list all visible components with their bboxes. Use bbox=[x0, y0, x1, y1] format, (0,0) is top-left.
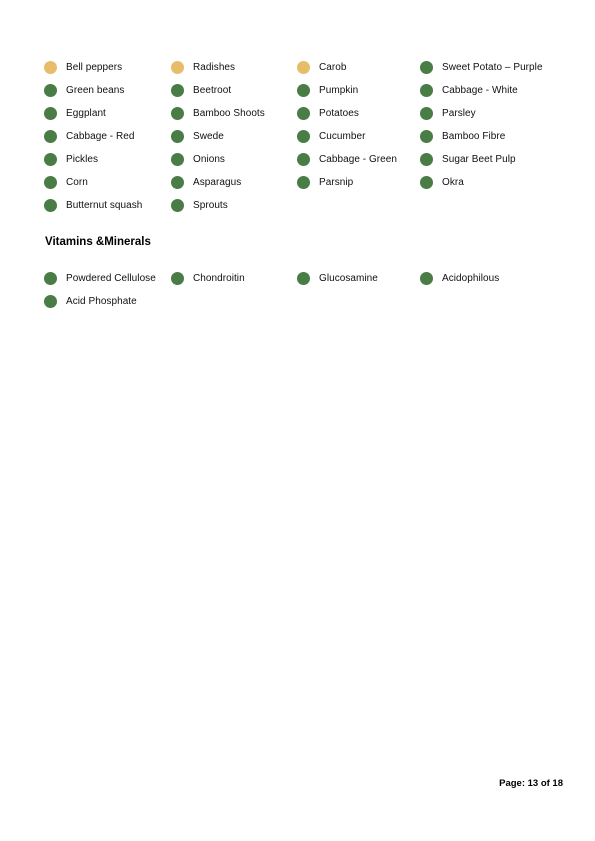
list-item bbox=[420, 148, 570, 171]
status-dot-green-icon bbox=[171, 272, 184, 285]
status-dot-green-icon bbox=[420, 272, 433, 285]
list-item bbox=[171, 125, 297, 148]
list-item-label: Glucosamine bbox=[319, 273, 378, 284]
list-item bbox=[297, 125, 420, 148]
list-item bbox=[171, 102, 297, 125]
list-item bbox=[297, 267, 420, 290]
status-dot-green-icon bbox=[44, 176, 57, 189]
list-item bbox=[44, 148, 171, 171]
list-item bbox=[44, 125, 171, 148]
list-item-label: Radishes bbox=[193, 62, 236, 73]
status-dot-green-icon bbox=[420, 84, 433, 97]
list-item bbox=[44, 194, 171, 217]
list-item-label: Beetroot bbox=[193, 85, 232, 96]
list-item bbox=[171, 79, 297, 102]
status-dot-green-icon bbox=[44, 295, 57, 308]
list-item bbox=[44, 171, 171, 194]
list-item-label: Cucumber bbox=[319, 131, 366, 142]
list-item-label: Cabbage - Red bbox=[66, 131, 135, 142]
status-dot-green-icon bbox=[171, 107, 184, 120]
list-item-label: Powdered Cellulose bbox=[66, 273, 156, 284]
list-item-label: Green beans bbox=[66, 85, 125, 96]
status-dot-green-icon bbox=[420, 130, 433, 143]
status-dot-green-icon bbox=[297, 84, 310, 97]
list-item bbox=[44, 267, 171, 290]
status-dot-green-icon bbox=[420, 176, 433, 189]
list-item-label: Parsnip bbox=[319, 177, 354, 188]
list-item-label: Chondroitin bbox=[193, 273, 245, 284]
list-item-label: Swede bbox=[193, 131, 224, 142]
list-item-label: Eggplant bbox=[66, 108, 106, 119]
list-item-label: Parsley bbox=[442, 108, 476, 119]
list-item bbox=[171, 56, 297, 79]
list-item bbox=[420, 171, 570, 194]
list-item bbox=[297, 102, 420, 125]
status-dot-green-icon bbox=[297, 107, 310, 120]
status-dot-amber-icon bbox=[171, 61, 184, 74]
status-dot-amber-icon bbox=[297, 61, 310, 74]
status-dot-green-icon bbox=[171, 176, 184, 189]
list-item-label: Sugar Beet Pulp bbox=[442, 154, 516, 165]
status-dot-amber-icon bbox=[44, 61, 57, 74]
list-item bbox=[297, 79, 420, 102]
status-dot-green-icon bbox=[44, 107, 57, 120]
list-item-label: Bamboo Fibre bbox=[442, 131, 506, 142]
list-item-label: Potatoes bbox=[319, 108, 359, 119]
list-item bbox=[297, 171, 420, 194]
list-item bbox=[420, 267, 570, 290]
status-dot-green-icon bbox=[297, 153, 310, 166]
status-dot-green-icon bbox=[297, 176, 310, 189]
page-number: Page: 13 of 18 bbox=[499, 778, 563, 789]
list-item-label: Cabbage - Green bbox=[319, 154, 398, 165]
status-dot-green-icon bbox=[171, 130, 184, 143]
list-item-label: Okra bbox=[442, 177, 464, 188]
status-dot-green-icon bbox=[44, 153, 57, 166]
status-dot-green-icon bbox=[44, 84, 57, 97]
status-dot-green-icon bbox=[420, 153, 433, 166]
status-dot-green-icon bbox=[171, 84, 184, 97]
list-item bbox=[171, 171, 297, 194]
status-dot-green-icon bbox=[171, 153, 184, 166]
status-dot-green-icon bbox=[44, 130, 57, 143]
list-item-label: Carob bbox=[319, 62, 347, 73]
list-item bbox=[420, 125, 570, 148]
list-item bbox=[420, 56, 570, 79]
list-item bbox=[420, 102, 570, 125]
status-dot-green-icon bbox=[420, 107, 433, 120]
section-title-vitamins-minerals: Vitamins &Minerals bbox=[45, 236, 151, 248]
list-item-label: Onions bbox=[193, 154, 225, 165]
list-item-label: Cabbage - White bbox=[442, 85, 518, 96]
list-item bbox=[44, 79, 171, 102]
list-item-label: Acid Phosphate bbox=[66, 296, 137, 307]
status-dot-green-icon bbox=[171, 199, 184, 212]
status-dot-green-icon bbox=[297, 130, 310, 143]
list-item bbox=[44, 102, 171, 125]
list-item-label: Sprouts bbox=[193, 200, 228, 211]
list-item bbox=[171, 267, 297, 290]
list-item-label: Bamboo Shoots bbox=[193, 108, 265, 119]
list-item bbox=[171, 148, 297, 171]
list-item bbox=[297, 56, 420, 79]
status-dot-green-icon bbox=[420, 61, 433, 74]
list-item-label: Bell peppers bbox=[66, 62, 123, 73]
vitamins-items-grid bbox=[44, 267, 570, 313]
list-item-label: Butternut squash bbox=[66, 200, 143, 211]
list-item bbox=[171, 194, 297, 217]
list-item-label: Acidophilous bbox=[442, 273, 500, 284]
list-item-label: Asparagus bbox=[193, 177, 242, 188]
list-item bbox=[297, 148, 420, 171]
list-item bbox=[44, 290, 171, 313]
list-item bbox=[420, 79, 570, 102]
food-items-grid bbox=[44, 56, 570, 217]
list-item-label: Pumpkin bbox=[319, 85, 359, 96]
status-dot-green-icon bbox=[44, 199, 57, 212]
status-dot-green-icon bbox=[44, 272, 57, 285]
status-dot-green-icon bbox=[297, 272, 310, 285]
list-item-label: Pickles bbox=[66, 154, 99, 165]
list-item-label: Corn bbox=[66, 177, 88, 188]
list-item-label: Sweet Potato – Purple bbox=[442, 62, 543, 73]
list-item bbox=[44, 56, 171, 79]
